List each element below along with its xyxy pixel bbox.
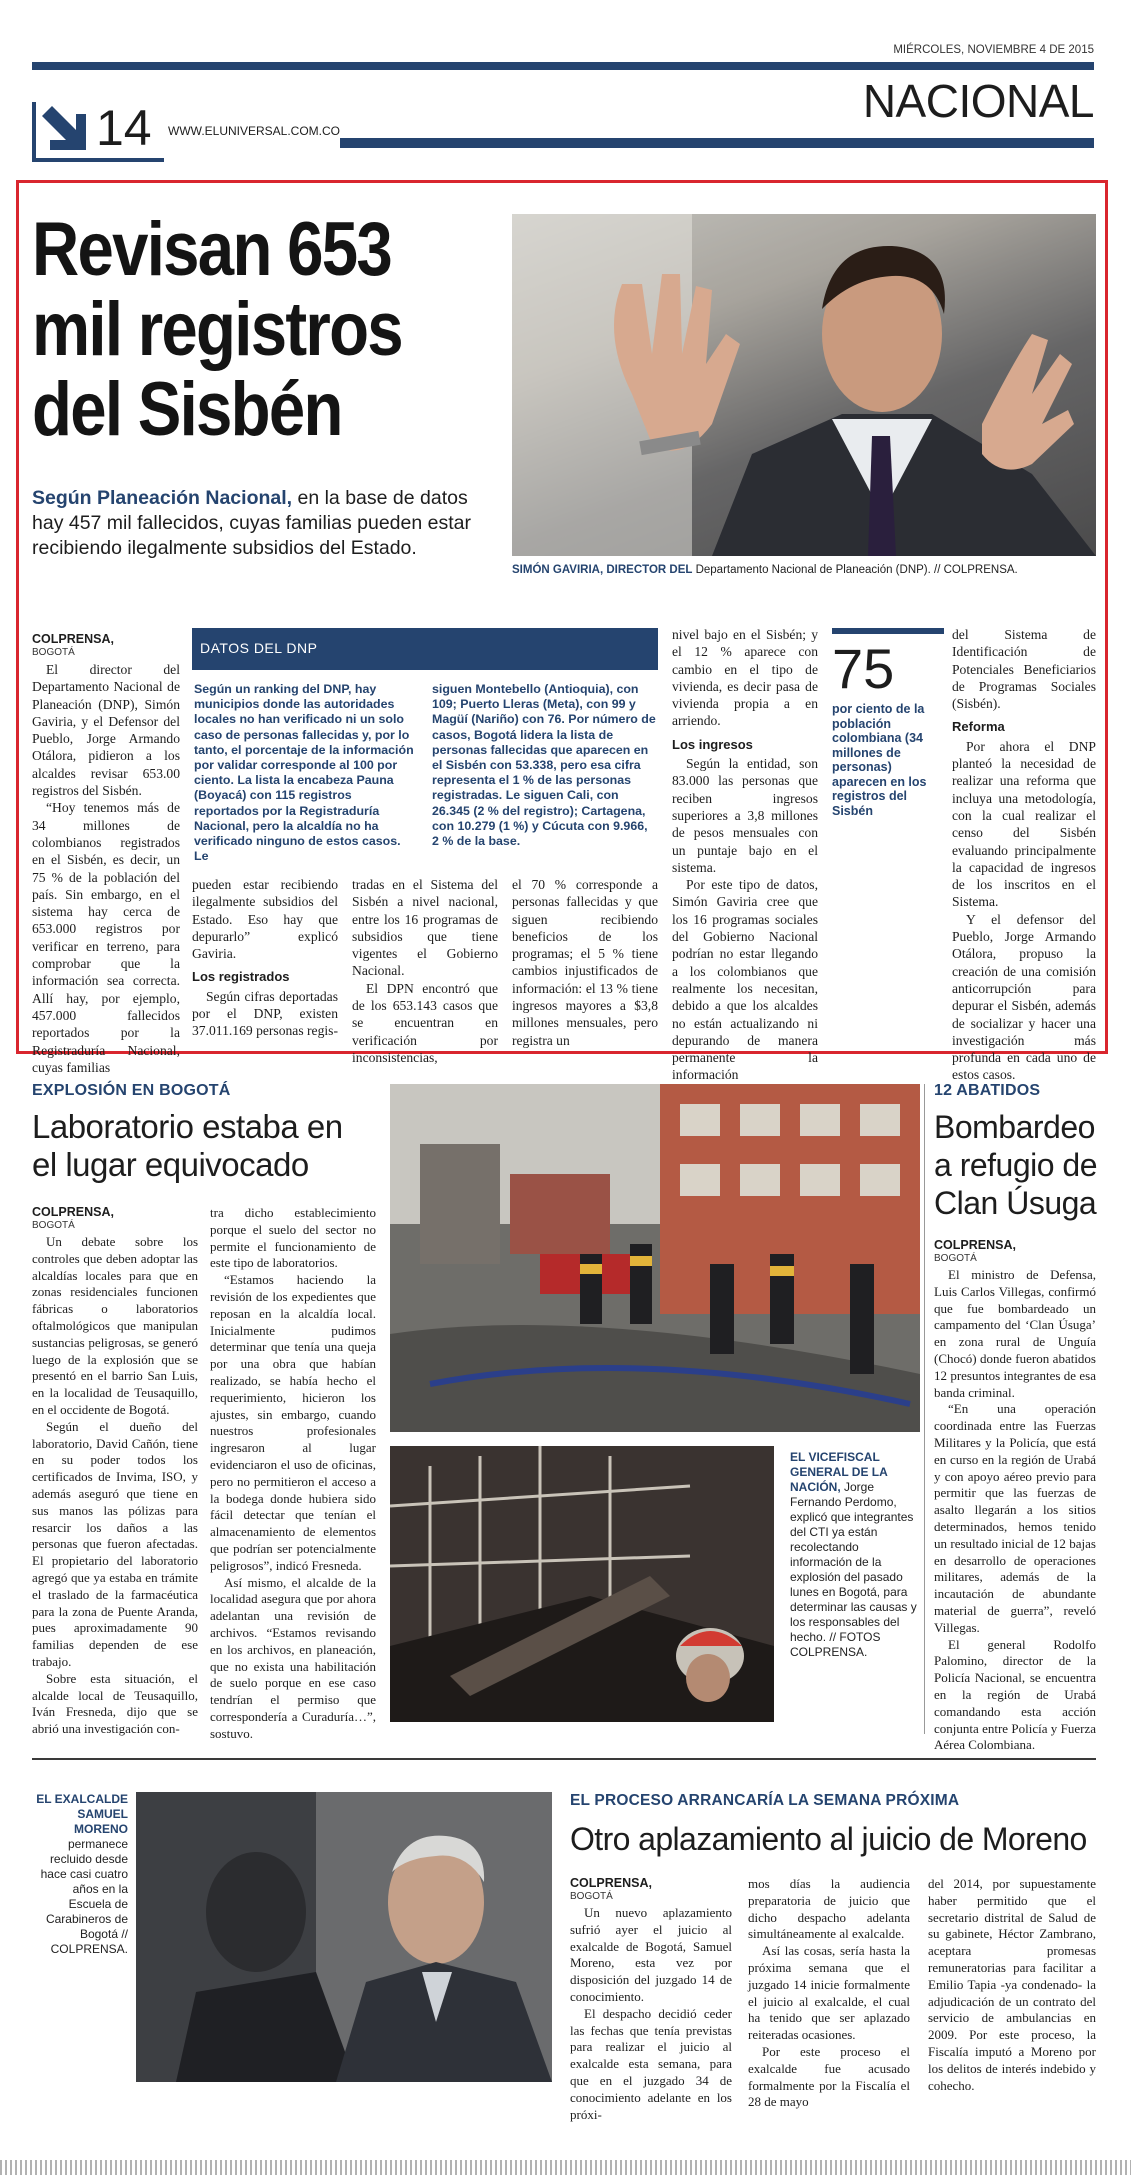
scan-edge — [0, 2160, 1131, 2175]
datos-box — [192, 628, 658, 864]
moreno-column-1 — [570, 1876, 732, 2123]
bombardeo-column — [934, 1238, 1096, 1754]
moreno-divider — [32, 1758, 1096, 1760]
paragraph: tradas en el Sistema del Sisbén a nivel nacional, entre los 16 programas de subsidios que tiene vigentes el Gobierno Nacional. — [352, 877, 498, 979]
explosion-headline: Laboratorio estaba en el lugar equivocado — [32, 1108, 343, 1183]
moreno-kicker: EL PROCESO ARRANCARÍA LA SEMANA PRÓXIMA — [570, 1792, 960, 1809]
paragraph: mos días la audiencia preparatoria de juicio que dicho despacho adelanta simultáneamente al exalcalde. — [748, 1876, 910, 1942]
paragraph: “Hoy tenemos más de 34 millones de colombianos registrados en el Sisbén, es decir, un 75 % de la población del país. Sin embargo, en el sistema hay cerca de 653.000 registros por verificar en terreno, para comprobar que la información sea correcta. Allí hay, por ejemplo, 457.000 fallecidos reportados por la Registraduría Nacional, cuyas familias — [32, 800, 180, 1075]
moreno-column-2 — [748, 1876, 910, 2111]
paragraph: del Sistema de Identificación de Potenciales Beneficiarios de Programas Sociales (Sisbén). — [952, 627, 1096, 712]
lead-deck — [32, 486, 502, 561]
deck-bold: Según Planeación Nacional, — [32, 487, 293, 509]
explosion-photo-street — [390, 1084, 920, 1432]
stat-number: 75 — [832, 637, 895, 700]
bombardeo-kicker: 12 ABATIDOS — [934, 1082, 1041, 1099]
caption-text: Jorge Fernando Perdomo, explicó que integrantes del CTI ya están recolectando información de la explosión del pasado lunes en Bogotá, para determinar las causas y los responsables del hecho. // FOTOS COLPRENSA. — [790, 1480, 917, 1659]
byline: COLPRENSA, — [32, 1205, 114, 1219]
paragraph: Según la entidad, son 83.000 las personas que reciben ingresos superiores a 3,8 millones de pesos mensuales con un puntaje bajo en el sistema. — [672, 756, 818, 875]
arrow-down-right-icon — [40, 104, 88, 152]
datos-box-text-right: siguen Montebello (Antioquia), con 109; Puerto Lleras (Meta), con 99 y Magüí (Nariño) con 76. Por número de casos, Bogotá lidera la lista de personas fallecidas que aparecen en el Sisbén con 53.338, pero esa cifra representa el 1 % de las personas registradas. Le siguen Cali, con 26.345 (2 % del registro); Cartagena, con 10.279 (1 %) y Cúcuta con 9.966, 2 % de la base. — [432, 682, 656, 849]
datos-box-text-left: Según un ranking del DNP, hay municipios donde las autoridades locales no han verificado ni un solo caso de personas fallecidas y, por lo tanto, el porcentaje de la información por validar corresponde al 100 por ciento. La lista la encabeza Pauna (Boyacá) con 115 registros reportados por la Registraduría Nacional, pero la alcaldía no ha verificado ninguno de estos casos. Le — [194, 682, 414, 864]
paragraph: “En una operación coordinada entre las Fuerzas Militares y la Policía, que está en curso en la región de Urabá y con apoyo aéreo previo para permitir que las fuerzas de asalto llegarán a los sitios determinados, hemos tenido un resultado inicial de 12 bajas en desarrollo de operaciones militares, además de la incautación de abundante material de guerra”, reveló Villegas. — [934, 1401, 1096, 1635]
street-scene-illustration — [390, 1084, 920, 1432]
stat-top-rule — [832, 628, 944, 634]
lead-column-7 — [952, 626, 1096, 1084]
paragraph: Sobre esta situación, el alcalde local de Teusaquillo, Iván Fresneda, dijo que se abrió una investigación con- — [32, 1670, 198, 1737]
headline-line-2: mil registros — [32, 287, 402, 372]
moreno-column-3 — [928, 1876, 1096, 2094]
stat-box — [832, 628, 944, 818]
paragraph: El general Rodolfo Palomino, director de la Policía Nacional, se encuentra en la región de Urabá comandando esta acción conjunta entre Policía y Fuerza Aérea Colombiana. — [934, 1636, 1096, 1753]
page-number: 14 — [96, 100, 152, 156]
paragraph: Un debate sobre los controles que deben adoptar las alcaldías locales para que en zonas residenciales funcionen fábricas o laboratorios oftalmológicos que manipulan sustancias peligrosas, se generó luego de la explosión que se presentó en el barrio San Luis, en la localidad de Teusaquillo, en el occidente de Bogotá. — [32, 1234, 198, 1417]
bombardeo-divider — [924, 1084, 925, 1734]
explosion-photo-rubble — [390, 1446, 774, 1722]
paragraph: Por ahora el DNP planteó la necesidad de realizar una reforma que incluya una metodología, con la cual realizar el censo del Sisbén evaluando principalmente la capacidad de ingresos de los inscritos en el Sistema. — [952, 738, 1096, 910]
paragraph: Por este proceso el exalcalde fue acusado formalmente por la Fiscalía el 28 de mayo — [748, 2043, 910, 2110]
byline: COLPRENSA, — [570, 1876, 652, 1890]
portrait-illustration — [512, 214, 1096, 556]
paragraph: El DPN encontró que de los 653.143 casos que se encuentran en verificación por inconsistencias, — [352, 980, 498, 1065]
lead-column-3 — [352, 876, 498, 1066]
byline-city: BOGOTÁ — [934, 1253, 977, 1264]
datos-box-title: DATOS DEL DNP — [192, 628, 658, 670]
headline-line-3: del Sisbén — [32, 367, 342, 452]
paragraph: Así las cosas, sería hasta la próxima semana que el juzgado 14 inicie formalmente el juicio al exalcalde, el cual ha tenido que ser aplazado reiteradas ocasiones. — [748, 1943, 910, 2043]
subhead: Reforma — [952, 719, 1005, 735]
paragraph: El director del Departamento Nacional de Planeación (DNP), Simón Gaviria, y el Defensor del Pueblo, Jorge Armando Otálora, pidieron a los alcaldes revisar 653.00 registros del Sisbén. — [32, 662, 180, 799]
paragraph: Por este tipo de datos, Simón Gaviria cree que los 16 programas sociales del Gobierno Nacional podrían no estar llegando a los colombianos que realmente los necesitan, debido a que los alcaldes no están actualizando ni depurando de manera permanente la información — [672, 877, 818, 1083]
rubble-illustration — [390, 1446, 774, 1722]
paragraph: Según el dueño del laboratorio, David Cañón, tiene en su poder todos los certificados de Invima, ISO, y además aseguró que tiene en sus manos las pólizas para resarcir los daños a las personas que fueron afectadas. El propietario del laboratorio agregó que ya estaba en trámite el traslado de la farmacéutica para la zona de Puente Aranda, pues aproximadamente 90 familias dependen de ese trabajo. — [32, 1418, 198, 1669]
website-link[interactable]: WWW.ELUNIVERSAL.COM.CO — [168, 124, 341, 138]
bombardeo-headline: Bombardeo a refugio de Clan Úsuga — [934, 1109, 1098, 1221]
subhead: Los ingresos — [672, 736, 753, 752]
explosion-column-1 — [32, 1205, 198, 1738]
byline: COLPRENSA, — [934, 1238, 1016, 1252]
paragraph: el 70 % corresponde a personas fallecidas y que siguen recibiendo beneficios de los programas; el 5 % tiene cambios injustificados de información: el 13 % tiene ingresos mayores a $3,8 millones mensuales, pero registra un — [512, 877, 658, 1048]
paragraph: “Estamos haciendo la revisión de los expedientes que reposan en la alcaldía local. Inicialmente pudimos determinar que tenía una queja por una obra que habían realizado, se había hecho el requerimiento, hicieron los ajustes, sin embargo, cuando nuestros profesionales ingresaron al lugar evidenciaron el uso de oficinas, pero no permitieron el acceso a la bodega donde hubiera sido fácil detectar que tenían el almacenamiento de elementos que podrían ser potencialmente peligrosos”, indicó Fresneda. — [210, 1272, 376, 1573]
lead-column-5 — [672, 626, 818, 1084]
byline: COLPRENSA, — [32, 632, 114, 646]
lead-photo-caption — [512, 563, 1096, 579]
lead-column-4 — [512, 876, 658, 1049]
paragraph: Y el defensor del Pueblo, Jorge Armando Otálora, propuso la creación de una comisión anticorrupción para depurar el Sisbén, además de socializar y hacer una investigación más profunda en cada uno de estos casos. — [952, 911, 1096, 1083]
section-title: NACIONAL — [862, 75, 1094, 127]
lead-headline — [32, 207, 445, 452]
explosion-photo-caption — [790, 1450, 922, 1660]
header-bottom-rule — [340, 138, 1094, 148]
byline-city: BOGOTÁ — [32, 1220, 75, 1231]
paragraph: pueden estar recibiendo ilegalmente subsidios del Estado. Eso hay que depurarlo” explicó Gaviria. — [192, 877, 338, 962]
explosion-column-2 — [210, 1205, 376, 1743]
explosion-kicker: EXPLOSIÓN EN BOGOTÁ — [32, 1082, 231, 1099]
paragraph: El despacho decidió ceder las fechas que tenía previstas para realizar el juicio al exalcalde esta semana, para que en el juzgado 34 de conocimiento adelante en los próxi- — [570, 2005, 732, 2122]
caption-bold: SIMÓN GAVIRIA, DIRECTOR DEL — [512, 564, 693, 576]
paragraph: tra dicho establecimiento porque el suelo del sector no permite el funcionamiento de este tipo de laboratorios. — [210, 1205, 376, 1271]
caption-text: Departamento Nacional de Planeación (DNP). // COLPRENSA. — [692, 564, 1018, 576]
header-top-rule — [32, 62, 1094, 70]
paragraph: Así mismo, el alcalde de la localidad asegura que por ahora adelantan una revisión de archivos. “Estamos revisando en los archivos, en planeación, que no exista una habilitación de suelo porque en ese caso tendrían el permiso que correspondería a Curaduría…”, sostuvo. — [210, 1574, 376, 1741]
byline-city: BOGOTÁ — [570, 1891, 613, 1902]
caption-bold: EL VICEFISCAL GENERAL DE LA NACIÓN, — [790, 1450, 888, 1494]
headline-line-1: Revisan 653 — [32, 207, 391, 292]
moreno-illustration — [136, 1792, 552, 2082]
caption-text: permanece recluido desde hace casi cuatro años en la Escuela de Carabineros de Bogotá // COLPRENSA. — [40, 1837, 128, 1956]
paragraph: del 2014, por supuestamente haber permitido que el secretario distrital de Salud de su gabinete, Héctor Zambrano, aceptara promesas remuneratorias para facilitar a Emilio Tapia -ya condenado- la adjudicación de un contrato del servicio de ambulancias en 2009. Por este proceso, la Fiscalía imputó a Moreno por los delitos de interés indebido y cohecho. — [928, 1876, 1096, 2093]
byline-city: BOGOTÁ — [32, 647, 75, 658]
moreno-headline: Otro aplazamiento al juicio de Moreno — [570, 1821, 1087, 1857]
deck-text: en la base de datos hay 457 mil fallecidos, cuyas familias pueden estar recibiendo ilegalmente subsidios del Estado. — [32, 487, 471, 559]
lead-column-1 — [32, 632, 180, 1076]
paragraph: Según cifras deportadas por el DNP, existen 37.011.169 personas regis- — [192, 988, 338, 1039]
moreno-photo-caption — [32, 1792, 128, 1957]
caption-bold: EL EXALCALDE SAMUEL MORENO — [36, 1792, 128, 1836]
stat-text: por ciento de la población colombiana (34 millones de personas) aparecen en los registros del Sisbén — [832, 702, 927, 818]
lead-column-2 — [192, 876, 338, 1040]
moreno-photo — [136, 1792, 552, 2082]
paragraph: nivel bajo en el Sisbén; y el 12 % aparece con cambio en el tipo de vivienda, es decir pasa de vivienda propia a en arriendo. — [672, 627, 818, 729]
issue-date: MIÉRCOLES, NOVIEMBRE 4 DE 2015 — [893, 44, 1094, 56]
page-number-box — [32, 102, 164, 162]
paragraph: Un nuevo aplazamiento sufrió ayer el juicio al exalcalde de Bogotá, Samuel Moreno, esta vez por disposición del juzgado 14 de conocimiento. — [570, 1905, 732, 2004]
subhead: Los registrados — [192, 969, 290, 985]
paragraph: El ministro de Defensa, Luis Carlos Villegas, confirmó que fue bombardeado un campamento del ‘Clan Úsuga’ en zona rural de Unguía (Chocó) donde fueron abatidos 12 presuntos integrantes de esa banda criminal. — [934, 1267, 1096, 1400]
lead-photo — [512, 214, 1096, 556]
